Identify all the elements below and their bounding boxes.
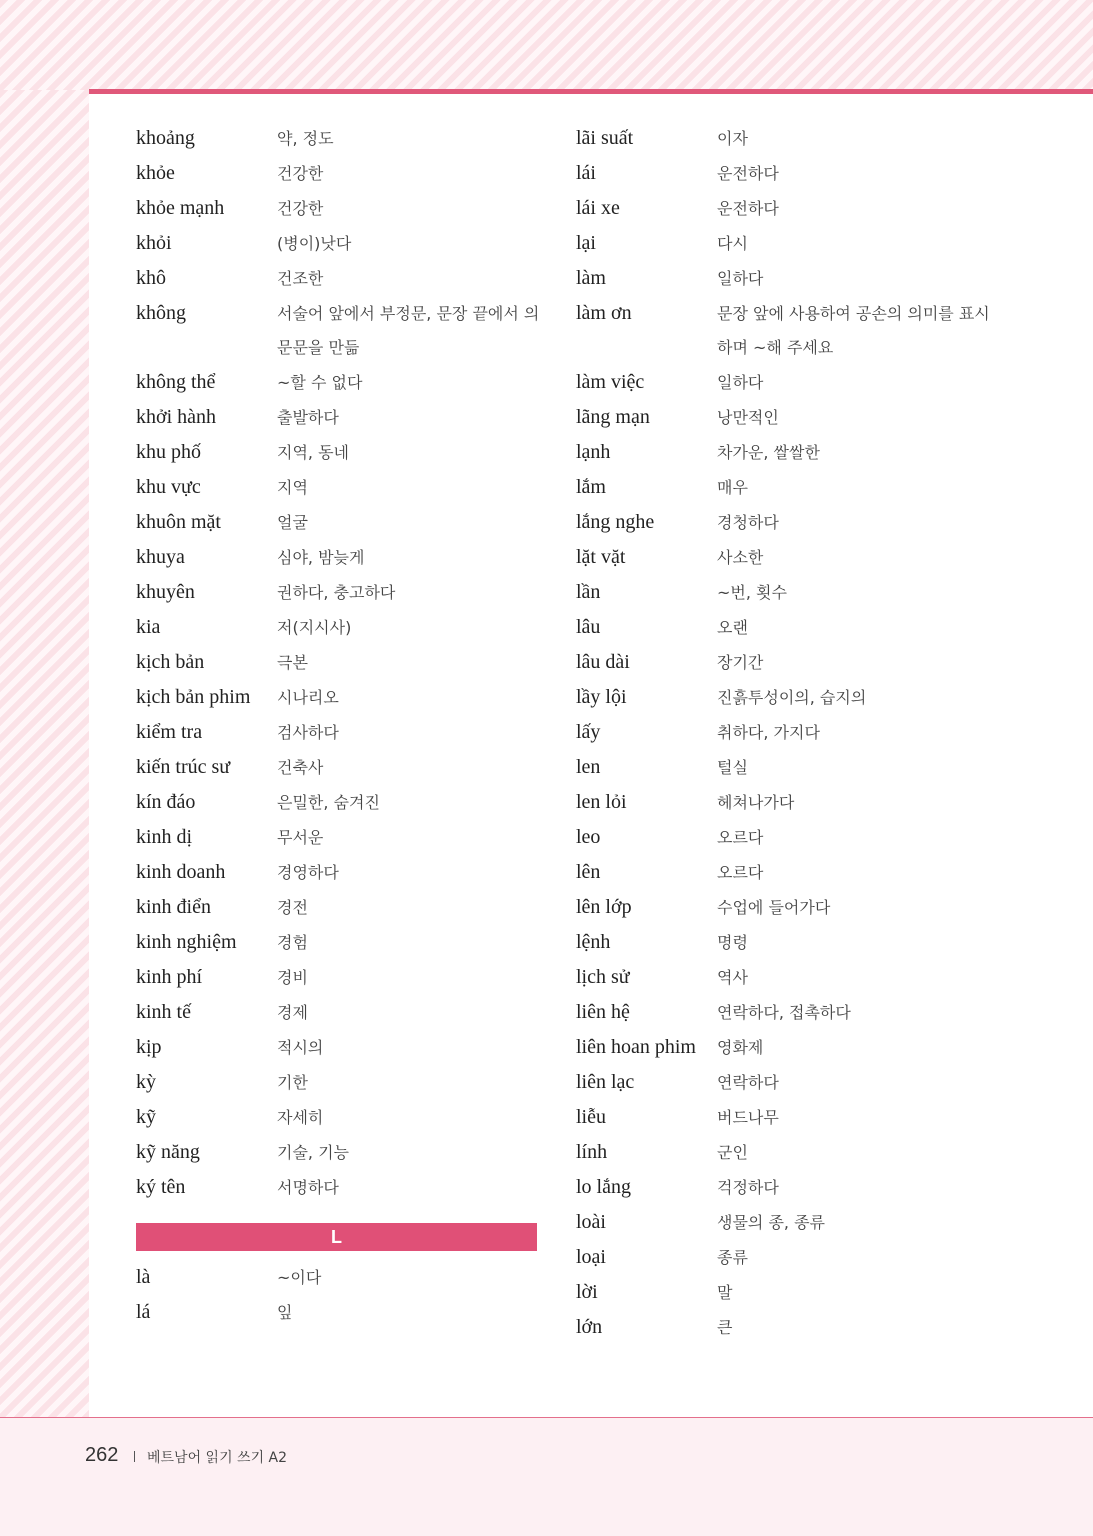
glossary-entry bbox=[576, 1105, 996, 1130]
vietnamese-term: kinh nghiệm bbox=[136, 931, 237, 953]
glossary-entry bbox=[136, 1140, 541, 1165]
vietnamese-term: liên hệ bbox=[576, 1001, 630, 1023]
glossary-entry bbox=[136, 1105, 541, 1130]
korean-meaning: 오르다 bbox=[717, 828, 764, 847]
vietnamese-term: khô bbox=[136, 267, 166, 289]
glossary-entry bbox=[576, 965, 996, 990]
vietnamese-term: kín đáo bbox=[136, 791, 196, 813]
korean-meaning: 경영하다 bbox=[277, 863, 339, 882]
glossary-entry bbox=[136, 930, 541, 955]
korean-meaning: 명령 bbox=[717, 933, 748, 952]
glossary-entry bbox=[576, 720, 996, 745]
glossary-entry bbox=[136, 685, 541, 710]
korean-meaning: 얼굴 bbox=[277, 513, 308, 532]
vietnamese-term: làm ơn bbox=[576, 302, 632, 324]
vietnamese-term: lặt vặt bbox=[576, 546, 626, 568]
glossary-entry bbox=[576, 825, 996, 850]
korean-meaning: 헤쳐나가다 bbox=[717, 793, 795, 812]
glossary-entry bbox=[136, 405, 541, 430]
korean-meaning: 낭만적인 bbox=[717, 408, 779, 427]
korean-meaning: ~번, 횟수 bbox=[717, 583, 787, 602]
glossary-entry bbox=[576, 755, 996, 780]
vietnamese-term: lên lớp bbox=[576, 896, 632, 918]
vietnamese-term: liễu bbox=[576, 1106, 606, 1128]
glossary-entry bbox=[136, 126, 541, 151]
vietnamese-term: liên lạc bbox=[576, 1071, 635, 1093]
korean-meaning: 건축사 bbox=[277, 758, 324, 777]
korean-meaning: 검사하다 bbox=[277, 723, 339, 742]
vietnamese-term: khoảng bbox=[136, 127, 195, 149]
korean-meaning: 출발하다 bbox=[277, 408, 339, 427]
vietnamese-term: lịch sử bbox=[576, 966, 630, 988]
glossary-column-left bbox=[136, 126, 541, 1335]
korean-meaning: 기술, 기능 bbox=[277, 1143, 349, 1162]
vietnamese-term: lấy bbox=[576, 721, 601, 743]
glossary-entry bbox=[576, 1175, 996, 1200]
glossary-entry bbox=[136, 231, 541, 256]
vietnamese-term: kinh doanh bbox=[136, 861, 226, 883]
glossary-entry bbox=[576, 895, 996, 920]
glossary-entry bbox=[136, 301, 541, 360]
korean-meaning: 경전 bbox=[277, 898, 308, 917]
korean-meaning: 자세히 bbox=[277, 1108, 324, 1127]
vietnamese-term: lạnh bbox=[576, 441, 611, 463]
glossary-entry bbox=[136, 370, 541, 395]
entry-list-l-continued bbox=[576, 126, 996, 1340]
vietnamese-term: làm việc bbox=[576, 371, 645, 393]
korean-meaning: 약, 정도 bbox=[277, 129, 334, 148]
vietnamese-term: lái xe bbox=[576, 197, 620, 219]
vietnamese-term: khuya bbox=[136, 546, 185, 568]
vietnamese-term: kinh phí bbox=[136, 966, 203, 988]
korean-meaning: 잎 bbox=[277, 1303, 293, 1322]
glossary-entry bbox=[576, 231, 996, 256]
glossary-entry bbox=[576, 860, 996, 885]
korean-meaning: 서명하다 bbox=[277, 1178, 339, 1197]
vietnamese-term: kỳ bbox=[136, 1071, 156, 1093]
korean-meaning: 무서운 bbox=[277, 828, 324, 847]
glossary-entry bbox=[576, 126, 996, 151]
decorative-stripe-left bbox=[0, 90, 89, 1418]
vietnamese-term: lại bbox=[576, 232, 596, 254]
glossary-entry bbox=[136, 825, 541, 850]
glossary-entry bbox=[576, 266, 996, 291]
korean-meaning: 사소한 bbox=[717, 548, 764, 567]
vietnamese-term: kịp bbox=[136, 1036, 162, 1058]
vietnamese-term: khỏe mạnh bbox=[136, 197, 225, 219]
korean-meaning: 일하다 bbox=[717, 269, 764, 288]
glossary-entry bbox=[136, 1265, 541, 1290]
vietnamese-term: là bbox=[136, 1266, 151, 1288]
korean-meaning: 운전하다 bbox=[717, 164, 779, 183]
korean-meaning: 연락하다 bbox=[717, 1073, 779, 1092]
glossary-entry bbox=[136, 1300, 541, 1325]
korean-meaning: 지역 bbox=[277, 478, 308, 497]
korean-meaning: 털실 bbox=[717, 758, 748, 777]
vietnamese-term: kia bbox=[136, 616, 161, 638]
vietnamese-term: len bbox=[576, 756, 601, 778]
glossary-entry bbox=[136, 1000, 541, 1025]
vietnamese-term: khuôn mặt bbox=[136, 511, 221, 533]
vietnamese-term: khu vực bbox=[136, 476, 201, 498]
korean-meaning: 시나리오 bbox=[277, 688, 339, 707]
glossary-entry bbox=[576, 510, 996, 535]
glossary-entry bbox=[576, 545, 996, 570]
footer-separator bbox=[134, 1451, 135, 1462]
glossary-entry bbox=[136, 615, 541, 640]
vietnamese-term: kinh dị bbox=[136, 826, 193, 848]
glossary-entry bbox=[576, 1245, 996, 1270]
vietnamese-term: leo bbox=[576, 826, 601, 848]
korean-meaning: 경험 bbox=[277, 933, 308, 952]
korean-meaning: 걱정하다 bbox=[717, 1178, 779, 1197]
glossary-entry bbox=[136, 720, 541, 745]
korean-meaning: 역사 bbox=[717, 968, 748, 987]
korean-meaning: 다시 bbox=[717, 234, 748, 253]
korean-meaning: 저(지시사) bbox=[277, 618, 352, 637]
glossary-entry bbox=[136, 161, 541, 186]
vietnamese-term: lần bbox=[576, 581, 601, 603]
vietnamese-term: liên hoan phim bbox=[576, 1036, 696, 1058]
glossary-entry bbox=[576, 1210, 996, 1235]
vietnamese-term: kiến trúc sư bbox=[136, 756, 231, 778]
korean-meaning: 권하다, 충고하다 bbox=[277, 583, 396, 602]
vietnamese-term: làm bbox=[576, 267, 606, 289]
korean-meaning: ~이다 bbox=[277, 1268, 322, 1287]
korean-meaning: 오르다 bbox=[717, 863, 764, 882]
korean-meaning: 경제 bbox=[277, 1003, 308, 1022]
vietnamese-term: lo lắng bbox=[576, 1176, 631, 1198]
glossary-entry bbox=[136, 440, 541, 465]
vietnamese-term: lâu bbox=[576, 616, 601, 638]
korean-meaning: 건조한 bbox=[277, 269, 324, 288]
glossary-entry bbox=[576, 405, 996, 430]
korean-meaning: 지역, 동네 bbox=[277, 443, 349, 462]
glossary-entry bbox=[576, 580, 996, 605]
vietnamese-term: không thể bbox=[136, 371, 216, 393]
glossary-entry bbox=[576, 301, 996, 360]
korean-meaning: 경청하다 bbox=[717, 513, 779, 532]
korean-meaning: 적시의 bbox=[277, 1038, 324, 1057]
glossary-entry bbox=[136, 790, 541, 815]
korean-meaning: 건강한 bbox=[277, 164, 324, 183]
vietnamese-term: lầy lội bbox=[576, 686, 627, 708]
glossary-entry bbox=[136, 895, 541, 920]
vietnamese-term: lái bbox=[576, 162, 596, 184]
glossary-entry bbox=[576, 1315, 996, 1340]
entry-list-k bbox=[136, 126, 541, 1200]
glossary-entry bbox=[576, 790, 996, 815]
korean-meaning: 운전하다 bbox=[717, 199, 779, 218]
glossary-entry bbox=[576, 440, 996, 465]
vietnamese-term: kinh điển bbox=[136, 896, 211, 918]
vietnamese-term: lãng mạn bbox=[576, 406, 650, 428]
glossary-entry bbox=[136, 1175, 541, 1200]
korean-meaning: 이자 bbox=[717, 129, 748, 148]
vietnamese-term: khởi hành bbox=[136, 406, 217, 428]
vietnamese-term: kỹ bbox=[136, 1106, 156, 1128]
vietnamese-term: len lỏi bbox=[576, 791, 627, 813]
glossary-entry bbox=[136, 580, 541, 605]
korean-meaning: 문장 앞에 사용하여 공손의 의미를 표시하며 ~해 주세요 bbox=[717, 304, 990, 357]
entry-list-l bbox=[136, 1265, 541, 1325]
korean-meaning: 서술어 앞에서 부정문, 문장 끝에서 의문문을 만듦 bbox=[277, 304, 540, 357]
vietnamese-term: kỹ năng bbox=[136, 1141, 200, 1163]
section-header-l: L bbox=[136, 1223, 537, 1251]
vietnamese-term: ký tên bbox=[136, 1176, 186, 1198]
header-rule bbox=[89, 89, 1093, 94]
vietnamese-term: kịch bản phim bbox=[136, 686, 251, 708]
vietnamese-term: lãi suất bbox=[576, 127, 634, 149]
korean-meaning: 오랜 bbox=[717, 618, 748, 637]
glossary-entry bbox=[576, 1000, 996, 1025]
korean-meaning: 연락하다, 접촉하다 bbox=[717, 1003, 851, 1022]
korean-meaning: 생물의 종, 종류 bbox=[717, 1213, 825, 1232]
vietnamese-term: lời bbox=[576, 1281, 598, 1303]
vietnamese-term: lớn bbox=[576, 1316, 603, 1338]
vietnamese-term: lệnh bbox=[576, 931, 611, 953]
glossary-entry bbox=[136, 860, 541, 885]
vietnamese-term: loại bbox=[576, 1246, 606, 1268]
vietnamese-term: kiểm tra bbox=[136, 721, 203, 743]
glossary-entry bbox=[576, 196, 996, 221]
korean-meaning: 기한 bbox=[277, 1073, 308, 1092]
vietnamese-term: lắm bbox=[576, 476, 606, 498]
glossary-entry bbox=[136, 545, 541, 570]
vietnamese-term: lá bbox=[136, 1301, 151, 1323]
vietnamese-term: lâu dài bbox=[576, 651, 630, 673]
glossary-entry bbox=[136, 196, 541, 221]
korean-meaning: 군인 bbox=[717, 1143, 748, 1162]
glossary-entry bbox=[136, 510, 541, 535]
glossary-entry bbox=[576, 685, 996, 710]
korean-meaning: 차가운, 쌀쌀한 bbox=[717, 443, 820, 462]
book-title: 베트남어 읽기 쓰기 A2 bbox=[147, 1450, 288, 1466]
korean-meaning: 일하다 bbox=[717, 373, 764, 392]
korean-meaning: 영화제 bbox=[717, 1038, 764, 1057]
vietnamese-term: loài bbox=[576, 1211, 606, 1233]
footer-band bbox=[0, 1417, 1093, 1536]
vietnamese-term: khỏe bbox=[136, 162, 175, 184]
korean-meaning: 극본 bbox=[277, 653, 308, 672]
korean-meaning: 수업에 들어가다 bbox=[717, 898, 831, 917]
vietnamese-term: lên bbox=[576, 861, 601, 883]
korean-meaning: 말 bbox=[717, 1283, 733, 1302]
glossary-entry bbox=[136, 650, 541, 675]
vietnamese-term: không bbox=[136, 302, 186, 324]
glossary-entry bbox=[576, 650, 996, 675]
glossary-entry bbox=[576, 161, 996, 186]
glossary-entry bbox=[576, 615, 996, 640]
korean-meaning: (병이)낫다 bbox=[277, 234, 352, 253]
vietnamese-term: khuyên bbox=[136, 581, 195, 603]
korean-meaning: 취하다, 가지다 bbox=[717, 723, 820, 742]
glossary-column-right bbox=[576, 126, 996, 1350]
glossary-entry bbox=[576, 1140, 996, 1165]
vietnamese-term: kinh tế bbox=[136, 1001, 191, 1023]
glossary-entry bbox=[136, 1070, 541, 1095]
glossary-entry bbox=[576, 1280, 996, 1305]
page-number: 262 bbox=[85, 1444, 119, 1466]
korean-meaning: 진흙투성이의, 습지의 bbox=[717, 688, 867, 707]
korean-meaning: 종류 bbox=[717, 1248, 748, 1267]
glossary-entry bbox=[136, 266, 541, 291]
glossary-entry bbox=[576, 370, 996, 395]
korean-meaning: 큰 bbox=[717, 1318, 733, 1337]
glossary-entry bbox=[136, 965, 541, 990]
korean-meaning: 건강한 bbox=[277, 199, 324, 218]
korean-meaning: 심야, 밤늦게 bbox=[277, 548, 365, 567]
glossary-entry bbox=[576, 475, 996, 500]
vietnamese-term: khỏi bbox=[136, 232, 172, 254]
korean-meaning: 경비 bbox=[277, 968, 308, 987]
vietnamese-term: kịch bản bbox=[136, 651, 205, 673]
glossary-entry bbox=[136, 475, 541, 500]
vietnamese-term: lắng nghe bbox=[576, 511, 655, 533]
glossary-entry bbox=[136, 755, 541, 780]
korean-meaning: 장기간 bbox=[717, 653, 764, 672]
glossary-entry bbox=[576, 1070, 996, 1095]
glossary-entry bbox=[136, 1035, 541, 1060]
footer-rule bbox=[0, 1417, 1093, 1418]
decorative-stripe-top bbox=[0, 0, 1093, 90]
glossary-entry bbox=[576, 930, 996, 955]
vietnamese-term: lính bbox=[576, 1141, 608, 1163]
korean-meaning: 버드나무 bbox=[717, 1108, 779, 1127]
vietnamese-term: khu phố bbox=[136, 441, 201, 463]
korean-meaning: 은밀한, 숨겨진 bbox=[277, 793, 380, 812]
glossary-entry bbox=[576, 1035, 996, 1060]
korean-meaning: ~할 수 없다 bbox=[277, 373, 363, 392]
korean-meaning: 매우 bbox=[717, 478, 748, 497]
